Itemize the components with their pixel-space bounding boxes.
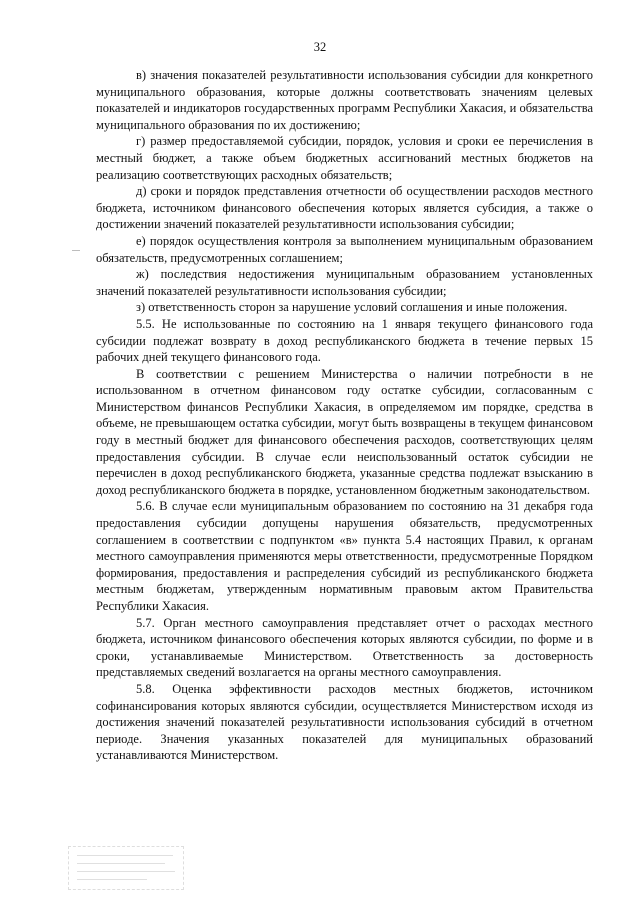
paragraph-item-e: е) порядок осуществления контроля за выполнением муниципальным образованием обязательств, предусмотренных соглашением; — [96, 233, 593, 265]
paragraph-clause-5-8: 5.8. Оценка эффективности расходов местных бюджетов, источником софинансирования которых являются субсидии, осуществляется Министерством исходя из достижения значений показателей результативности использования субсидий в отчетном периоде. Значения указанных показателей для муниципальных образований устанавливаются Министерством. — [96, 681, 593, 763]
stamp-line — [77, 863, 165, 864]
paragraph-item-z: з) ответственность сторон за нарушение условий соглашения и иные положения. — [136, 300, 568, 315]
paragraph-clause-5-5-continued: В соответствии с решением Министерства о наличии потребности в не использованном в отчетном финансовом году остатке субсидии, согласованным с Министерством финансов Республики Хакасия, в определяемом им порядке, средства в объеме, не превышающем остатка субсидии, могут быть возвращены в текущем финансовом году в местный бюджет для финансового обеспечения расходов, соответствующих целям предоставления субсидии. В случае если неиспользованный остаток субсидии не перечислен в доход республиканского бюджета, указанные средства подлежат взысканию в доход республиканского бюджета в порядке, установленном бюджетным законодательством. — [96, 366, 593, 497]
stamp-line — [77, 855, 173, 856]
paragraph-item-g: г) размер предоставляемой субсидии, порядок, условия и сроки ее перечисления в местный бюджет, а также объем бюджетных ассигнований местных бюджетов на реализацию соответствующих расходных обязательств; — [96, 134, 593, 182]
stamp-line — [77, 871, 175, 872]
paragraph-item-v: в) значения показателей результативности использования субсидии для конкретного муниципального образования, которые должны соответствовать значениям целевых показателей и индикаторов государственных программ Республики Хакасия, и обязательства муниципального образования по их достижению; — [96, 68, 593, 132]
paragraph-item-zh: ж) последствия недостижения муниципальным образованием установленных значений показателей результативности использования субсидии; — [96, 267, 593, 298]
page-number: 32 — [313, 40, 327, 54]
paragraph-clause-5-6: 5.6. В случае если муниципальным образованием по состоянию на 31 декабря года предоставления субсидии допущены нарушения обязательств, предусмотренных соглашением в соответствии с подпунктом «в» пункта 5.4 настоящих Правил, к органам местного самоуправления применяются меры ответственности, предусмотренные Порядком формирования, предоставления и распределения субсидий из республиканского бюджета местным бюджетам, утвержденным нормативным правовым актом Правительства Республики Хакасия. — [96, 499, 593, 613]
paragraph-clause-5-7: 5.7. Орган местного самоуправления представляет отчет о расходах местного бюджета, источником финансового обеспечения которых являются субсидии, по форме и в сроки, устанавливаемые Министерством. Ответственность за достоверность представляемых сведений возлагается на органы местного самоуправления. — [96, 615, 593, 680]
margin-mark — [72, 250, 80, 251]
document-body — [96, 67, 593, 764]
paragraph-clause-5-5: 5.5. Не использованные по состоянию на 1 января текущего финансового года субсидии подлежат возврату в доход республиканского бюджета в течение первых 15 рабочих дней текущего финансового года. — [96, 316, 593, 365]
faint-stamp — [68, 846, 184, 890]
stamp-line — [77, 879, 147, 880]
paragraph-item-d: д) сроки и порядок представления отчетности об осуществлении расходов местного бюджета, источником финансового обеспечения которых является субсидия, а также о достижении значений показателей результативности использования субсидии; — [96, 184, 593, 232]
